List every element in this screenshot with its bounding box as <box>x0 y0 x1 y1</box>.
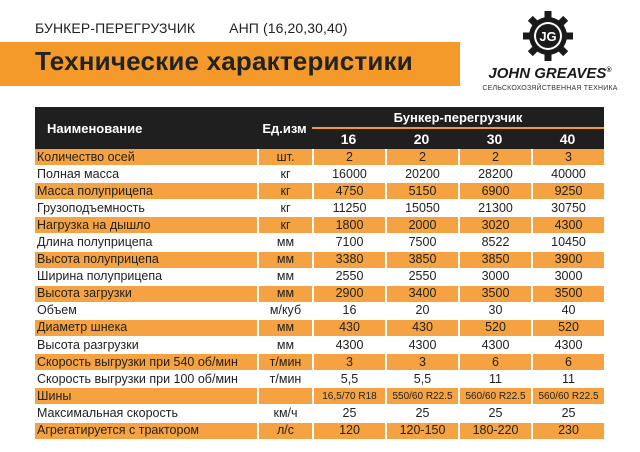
gear-logo-icon <box>522 10 574 62</box>
cell-value: 550/60 R22.5 <box>385 388 458 405</box>
cell-value: 2 <box>312 149 385 166</box>
cell-value: 3380 <box>312 252 385 269</box>
row-unit: кг <box>257 166 312 183</box>
cell-value: 15050 <box>385 200 458 217</box>
cell-value: 3900 <box>531 252 604 269</box>
cell-value: 3 <box>385 354 458 371</box>
logo-emblem-text: JG <box>539 29 557 44</box>
cell-value: 11250 <box>312 200 385 217</box>
cell-value: 4300 <box>531 337 604 354</box>
cell-value: 25 <box>385 405 458 422</box>
brand-text: JOHN GREAVES <box>488 65 607 82</box>
table-row <box>35 149 604 166</box>
page-title: Технические характеристики <box>35 46 413 76</box>
row-label: Диаметр шнека <box>35 320 257 337</box>
cell-value: 3000 <box>531 269 604 286</box>
cell-value: 4300 <box>312 337 385 354</box>
cell-value: 6 <box>531 354 604 371</box>
row-label: Максимальная скорость <box>35 405 257 422</box>
cell-value: 25 <box>312 405 385 422</box>
cell-value: 2 <box>385 149 458 166</box>
col-header-unit: Ед.изм <box>257 107 312 149</box>
table-row <box>35 371 604 388</box>
row-label: Ширина полуприцепа <box>35 269 257 286</box>
table-row <box>35 166 604 183</box>
cell-value: 11 <box>531 371 604 388</box>
cell-value: 21300 <box>458 200 531 217</box>
row-unit: мм <box>257 269 312 286</box>
cell-value: 7500 <box>385 234 458 251</box>
cell-value: 30750 <box>531 200 604 217</box>
cell-value: 3 <box>531 149 604 166</box>
table-row <box>35 423 604 440</box>
cell-value: 520 <box>531 320 604 337</box>
cell-value: 230 <box>531 423 604 440</box>
cell-value: 180-220 <box>458 423 531 440</box>
row-unit: кг <box>257 183 312 200</box>
row-unit: шт. <box>257 149 312 166</box>
row-label: Высота разгрузки <box>35 337 257 354</box>
row-unit: мм <box>257 286 312 303</box>
row-unit: л/с <box>257 423 312 440</box>
cell-value: 2550 <box>312 269 385 286</box>
row-unit: мм <box>257 234 312 251</box>
row-label: Скорость выгрузки при 100 об/мин <box>35 371 257 388</box>
brand-name <box>470 65 630 82</box>
brand-logo <box>470 10 630 100</box>
cell-value: 16000 <box>312 166 385 183</box>
table-row <box>35 337 604 354</box>
row-label: Объем <box>35 303 257 320</box>
row-label: Скорость выгрузки при 540 об/мин <box>35 354 257 371</box>
cell-value: 5,5 <box>385 371 458 388</box>
model-range: АНП (16,20,30,40) <box>229 20 348 36</box>
row-label: Количество осей <box>35 149 257 166</box>
row-label: Агрегатируется с трактором <box>35 423 257 440</box>
cell-value: 4300 <box>458 337 531 354</box>
cell-value: 3500 <box>458 286 531 303</box>
table-row <box>35 388 604 405</box>
row-unit: кг <box>257 200 312 217</box>
cell-value: 5150 <box>385 183 458 200</box>
col-header-name: Наименование <box>35 107 257 149</box>
cell-value: 3850 <box>385 252 458 269</box>
cell-value: 9250 <box>531 183 604 200</box>
table-row <box>35 354 604 371</box>
table-row <box>35 217 604 234</box>
cell-value: 11 <box>458 371 531 388</box>
row-unit: мм <box>257 320 312 337</box>
cell-value: 40000 <box>531 166 604 183</box>
cell-value: 20200 <box>385 166 458 183</box>
col-header-model: 16 <box>312 129 385 149</box>
cell-value: 16 <box>312 303 385 320</box>
col-header-model: 40 <box>531 129 604 149</box>
table-row <box>35 286 604 303</box>
table-row <box>35 200 604 217</box>
col-header-group: Бункер-перегрузчик <box>312 107 604 129</box>
cell-value: 6 <box>458 354 531 371</box>
cell-value: 7100 <box>312 234 385 251</box>
cell-value: 3 <box>312 354 385 371</box>
row-unit: т/мин <box>257 371 312 388</box>
cell-value: 3850 <box>458 252 531 269</box>
cell-value: 2900 <box>312 286 385 303</box>
cell-value: 3400 <box>385 286 458 303</box>
specs-table <box>35 107 604 440</box>
cell-value: 20 <box>385 303 458 320</box>
cell-value: 4300 <box>531 217 604 234</box>
cell-value: 3000 <box>458 269 531 286</box>
row-unit: км/ч <box>257 405 312 422</box>
cell-value: 40 <box>531 303 604 320</box>
table-row <box>35 320 604 337</box>
cell-value: 8522 <box>458 234 531 251</box>
cell-value: 3500 <box>531 286 604 303</box>
cell-value: 28200 <box>458 166 531 183</box>
row-unit: мм <box>257 252 312 269</box>
cell-value: 5,5 <box>312 371 385 388</box>
cell-value: 430 <box>312 320 385 337</box>
registered-mark: ® <box>606 67 612 74</box>
cell-value: 10450 <box>531 234 604 251</box>
cell-value: 4750 <box>312 183 385 200</box>
col-header-model: 20 <box>385 129 458 149</box>
cell-value: 4300 <box>385 337 458 354</box>
table-row <box>35 303 604 320</box>
row-unit: мм <box>257 337 312 354</box>
cell-value: 2 <box>458 149 531 166</box>
row-unit: кг <box>257 217 312 234</box>
cell-value: 520 <box>458 320 531 337</box>
row-label: Длина полуприцепа <box>35 234 257 251</box>
product-name: БУНКЕР-ПЕРЕГРУЗЧИК <box>35 20 196 36</box>
cell-value: 3020 <box>458 217 531 234</box>
table-row <box>35 183 604 200</box>
row-unit: т/мин <box>257 354 312 371</box>
cell-value: 120-150 <box>385 423 458 440</box>
cell-value: 30 <box>458 303 531 320</box>
cell-value: 2000 <box>385 217 458 234</box>
cell-value: 560/60 R22.5 <box>458 388 531 405</box>
cell-value: 25 <box>531 405 604 422</box>
table-row <box>35 234 604 251</box>
table-row <box>35 405 604 422</box>
cell-value: 430 <box>385 320 458 337</box>
col-header-model: 30 <box>458 129 531 149</box>
cell-value: 25 <box>458 405 531 422</box>
cell-value: 2550 <box>385 269 458 286</box>
row-label: Грузоподъемность <box>35 200 257 217</box>
row-label: Шины <box>35 388 257 405</box>
cell-value: 120 <box>312 423 385 440</box>
row-label: Высота загрузки <box>35 286 257 303</box>
cell-value: 16,5/70 R18 <box>312 388 385 405</box>
row-label: Нагрузка на дышло <box>35 217 257 234</box>
row-label: Высота полуприцепа <box>35 252 257 269</box>
row-label: Масса полуприцепа <box>35 183 257 200</box>
cell-value: 6900 <box>458 183 531 200</box>
cell-value: 1800 <box>312 217 385 234</box>
table-row <box>35 252 604 269</box>
header-line <box>35 20 348 36</box>
cell-value: 560/60 R22.5 <box>531 388 604 405</box>
row-unit: м/куб <box>257 303 312 320</box>
brand-subtitle: СЕЛЬСКОХОЗЯЙСТВЕННАЯ ТЕХНИКА <box>482 85 618 92</box>
row-label: Полная масса <box>35 166 257 183</box>
table-row <box>35 269 604 286</box>
row-unit <box>257 388 312 405</box>
